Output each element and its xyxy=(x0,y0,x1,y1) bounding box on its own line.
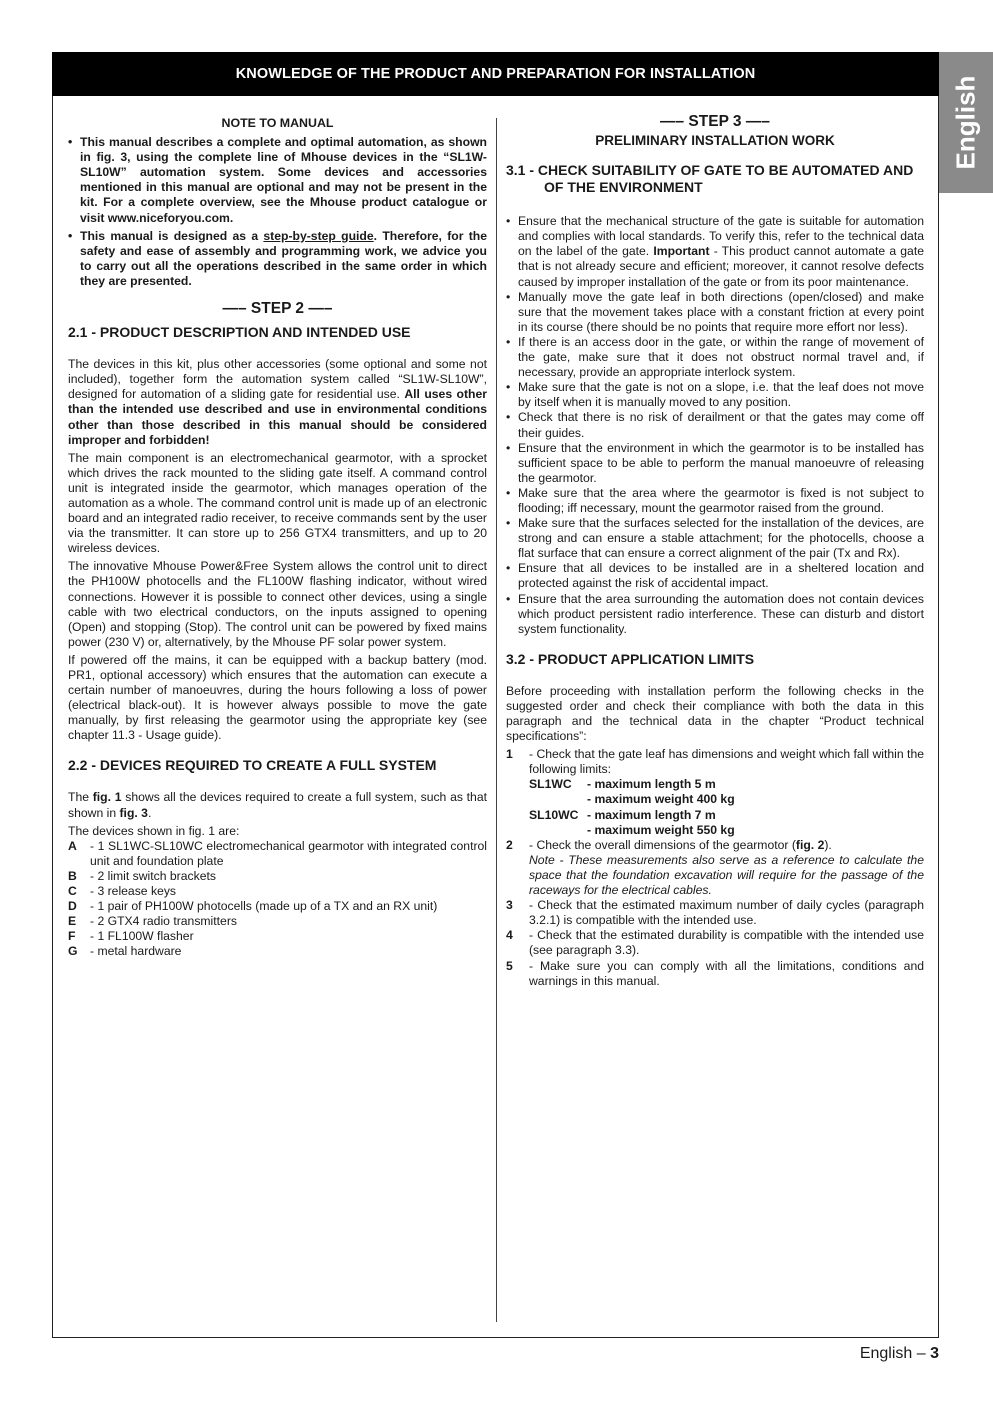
check-item: 2 - Check the overall dimensions of the gearmotor (fig. 2). Note - These measurements also serve as a reference to calculate the space that the foundation excavation will require for the passage of the raceways for the electrical cables. xyxy=(506,837,924,898)
step-guide-link: step-by-step guide xyxy=(263,228,374,243)
check-bullet: • Ensure that all devices to be installed are in a sheltered location and protected against the risk of accidental impact. xyxy=(506,561,924,591)
device-item: F - 1 FL100W flasher xyxy=(68,929,194,944)
note-list xyxy=(68,135,487,289)
check-bullet: • Ensure that the mechanical structure of the gate is suitable for automation and complies with local standards. To verify this, refer to the technical data on the label of the gate. Important - This product cannot automate a gate that is not already secure and efficient; moreover, it cannot resolve defects caused by improper installation of the gate or from its poor maintenance. xyxy=(506,214,924,289)
section-header-title: KNOWLEDGE OF THE PRODUCT AND PREPARATION FOR INSTALLATION xyxy=(235,66,756,82)
right-column xyxy=(506,114,924,989)
section-3-1-heading: 3.1 - CHECK SUITABILITY OF GATE TO BE AUTOMATED AND OF THE ENVIRONMENT xyxy=(506,162,914,196)
left-column xyxy=(68,114,487,960)
step-2-title: —– STEP 2 —– xyxy=(222,300,333,318)
limits-table: SL1WC - maximum length 5 m - maximum weight 400 kg SL10WC - maximum length 7 m - maximum weight 550 kg xyxy=(529,777,735,837)
paragraph: The fig. 1 shows all the devices required to create a full system, such as that shown in fig. 3. xyxy=(68,790,487,820)
check-bullet: • Ensure that the area surrounding the automation does not contain devices which product persistent radio interference. These can disturb and distort system functionality. xyxy=(506,592,924,637)
paragraph: The devices in this kit, plus other accessories (some optional and some not included), together form the automation system called “SL1W-SL10W”, designed for automation of a sliding gate for residential use. All uses other than the intended use described and use in environmental conditions other than those described in this manual should be considered improper and forbidden! xyxy=(68,357,487,447)
section-2-2-heading: 2.2 - DEVICES REQUIRED TO CREATE A FULL SYSTEM xyxy=(68,757,437,774)
paragraph: The devices shown in fig. 1 are: xyxy=(68,823,240,838)
check-item: 3 - Check that the estimated maximum number of daily cycles (paragraph 3.2.1) is compatible with the intended use. xyxy=(506,898,924,928)
check-bullet: • Check that there is no risk of derailment or that the gates may come off their guides. xyxy=(506,410,924,440)
device-item: C - 3 release keys xyxy=(68,884,177,899)
check-item: 4 - Check that the estimated durability is compatible with the intended use (see paragraph 3.3). xyxy=(506,928,924,958)
paragraph: If powered off the mains, it can be equipped with a backup battery (mod. PR1, optional accessory) which ensures that the automation can execute a certain number of manoeuvres, during the hours following a loss of power (electrical black-out). It is however always possible to move the gate manually, by first releasing the gearmotor using the appropriate key (see chapter 11.3 - Usage guide). xyxy=(68,652,487,743)
check-bullet: • Make sure that the area where the gearmotor is fixed is not subject to flooding; iff necessary, mount the gearmotor raised from the ground. xyxy=(506,486,924,516)
device-item: A - 1 SL1WC-SL10WC electromechanical gearmotor with integrated control unit and foundation plate xyxy=(68,838,487,868)
check-bullet: • Make sure that the surfaces selected for the installation of the devices, are strong and can ensure a stable attachment; for the photocells, choose a flat surface that can ensure a correct alignment of the pair (Tx and Rx). xyxy=(506,516,924,561)
page-number: 3 xyxy=(930,1345,939,1362)
section-header xyxy=(52,52,939,96)
limits-check-list xyxy=(506,747,924,989)
device-list xyxy=(68,839,487,960)
column-divider xyxy=(496,118,497,1322)
paragraph: The main component is an electromechanical gearmotor, with a sprocket which drives the rack mounted to the sliding gate itself. A command control unit is integrated inside the gearmotor, which manages operation of the automation as a whole. The command control unit is made up of an electronic board and an integrated radio receiver, to receive commands sent by the user via the transmitter. It can store up to 256 GTX4 transmitters, and up to 20 wireless devices. xyxy=(68,450,487,556)
check-item: 5 - Make sure you can comply with all the limitations, conditions and warnings in this manual. xyxy=(506,958,924,988)
footer-label: English – xyxy=(859,1345,931,1362)
check-list xyxy=(506,214,924,637)
check-item: 1 - Check that the gate leaf has dimensions and weight which fall within the following limits: SL1WC - maximum length 5 m - maximum weight 400 kg SL10WC - maximum length 7 m - maximum weight 550 kg xyxy=(506,747,924,837)
note-bullet: • This manual describes a complete and optimal automation, as shown in fig. 3, using the complete line of Mhouse devices in the “SL1W-SL10W” automation system. Some devices and accessories mentioned in this manual are optional and may not be present in the kit. For a complete overview, see the Mhouse product catalogue or visit www.niceforyou.com. xyxy=(68,135,487,226)
paragraph: Before proceeding with installation perform the following checks in the suggested order and check their compliance with both the data in this paragraph and the technical data in the chapter “Product technical specifications”: xyxy=(506,683,924,744)
section-2-1-heading: 2.1 - PRODUCT DESCRIPTION AND INTENDED USE xyxy=(68,324,411,341)
dimension-note: Note - These measurements also serve as a reference to calculate the space that the foundation excavation will require for the passage of the raceways for the electrical cables. xyxy=(529,852,924,898)
note-title: NOTE TO MANUAL xyxy=(221,116,334,130)
language-tab xyxy=(939,52,993,193)
note-bullet: • This manual is designed as a step-by-step guide. Therefore, for the safety and ease of assembly and programming work, we advice you to carry out all the operations described in the same order in which they are presented. xyxy=(68,229,487,289)
device-item: G - metal hardware xyxy=(68,944,182,959)
step-3-title: —– STEP 3 —– xyxy=(660,113,770,130)
section-3-2-heading: 3.2 - PRODUCT APPLICATION LIMITS xyxy=(506,650,755,667)
check-bullet: • If there is an access door in the gate, or within the range of movement of the gate, make sure that it does not obstruct normal travel and, if necessary, provide an appropriate interlock system. xyxy=(506,335,924,380)
device-item: D - 1 pair of PH100W photocells (made up of a TX and an RX unit) xyxy=(68,899,438,914)
check-bullet: • Ensure that the environment in which the gearmotor is to be installed has sufficient space to be able to perform the manual manoeuvre of releasing the gearmotor. xyxy=(506,441,924,486)
paragraph: The innovative Mhouse Power&Free System allows the control unit to direct the PH100W photocells and the FL100W flashing indicator, without wired connections. However it is possible to connect other devices, using a single cable with two electrical conductors, on the inputs assigned to opening (Open) and stopping (Stop). The control unit can be powered by fixed mains power (230 V) or, alternatively, by the Mhouse PF solar power system. xyxy=(68,559,487,649)
check-bullet: • Make sure that the gate is not on a slope, i.e. that the leaf does not move by itself when it is manually moved to any position. xyxy=(506,380,924,410)
device-item: E - 2 GTX4 radio transmitters xyxy=(68,914,237,929)
check-bullet: • Manually move the gate leaf in both directions (open/closed) and make sure that the movement takes place with a constant friction at every point in its course (there should be no points that require more effort nor less). xyxy=(506,290,924,335)
language-tab-label: English xyxy=(950,75,981,170)
page-footer xyxy=(860,1345,939,1363)
device-item: B - 2 limit switch brackets xyxy=(68,868,216,883)
step-3-subtitle: PRELIMINARY INSTALLATION WORK xyxy=(595,133,835,149)
